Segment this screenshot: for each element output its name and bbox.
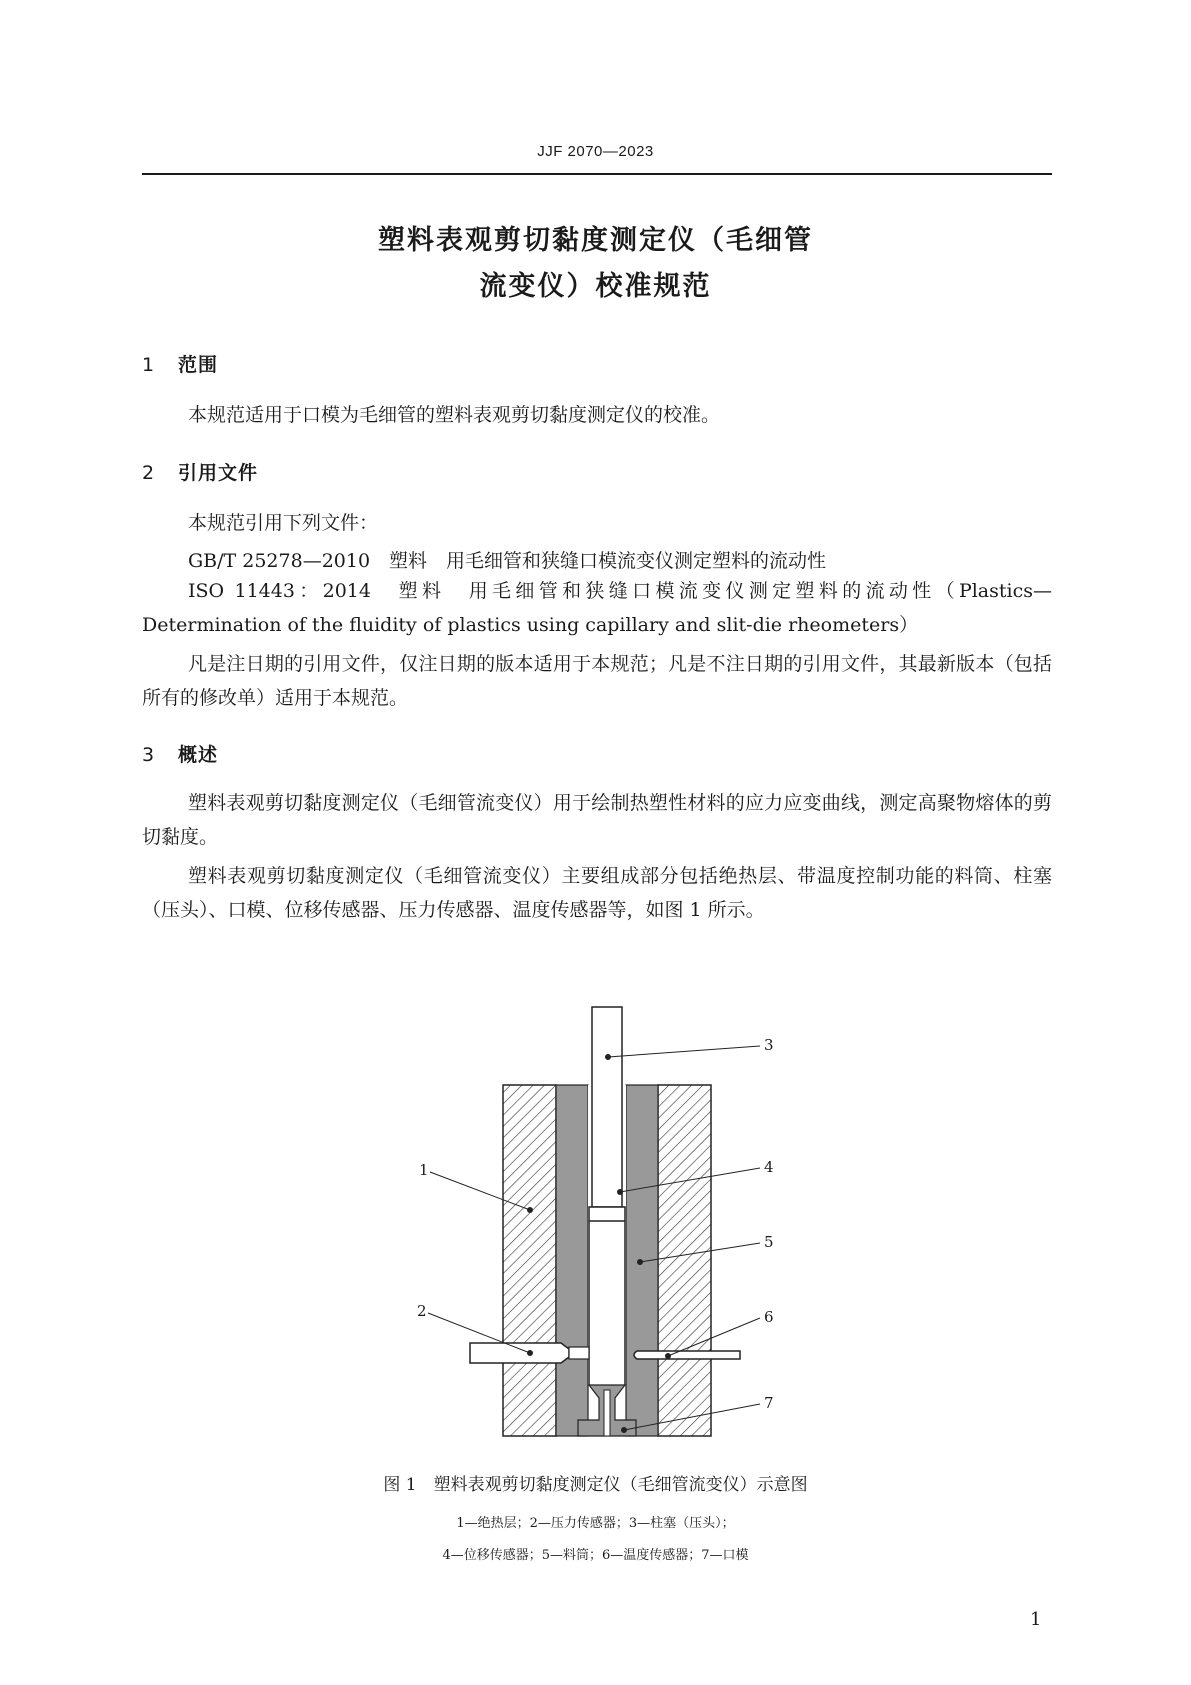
callout-4: 4 (764, 1158, 774, 1176)
callout-5: 5 (764, 1233, 774, 1251)
die-capillary (604, 1390, 610, 1436)
section-1-paragraph: 本规范适用于口模为毛细管的塑料表观剪切黏度测定仪的校准。 (188, 404, 721, 426)
pressure-sensor (470, 1343, 569, 1363)
overview-paragraph-1: 塑料表观剪切黏度测定仪（毛细管流变仪）用于绘制热塑性材料的应力应变曲线，测定高聚物熔体的剪切黏度。 (142, 792, 1052, 848)
section-title: 概述 (178, 744, 219, 766)
document-code: JJF 2070—2023 (537, 143, 654, 160)
barrel-left (556, 1085, 588, 1436)
figure-legend-line-2: 4—位移传感器；5—料筒；6—温度传感器；7—口模 (442, 1548, 749, 1563)
title-line-2: 流变仪）校准规范 (479, 271, 712, 302)
section-title: 引用文件 (178, 462, 259, 484)
reference-item: GB/T 25278—2010 塑料 用毛细管和狭缝口模流变仪测定塑料的流动性 (188, 550, 827, 572)
references-intro: 本规范引用下列文件： (188, 512, 379, 534)
insulation-left (503, 1085, 556, 1436)
references-note: 凡是注日期的引用文件，仅注日期的版本适用于本规范；凡是不注日期的引用文件，其最新版本（包括所有的修改单）适用于本规范。 (142, 653, 1052, 709)
overview-paragraph-2: 塑料表观剪切黏度测定仪（毛细管流变仪）主要组成部分包括绝热层、带温度控制功能的料筒、柱塞（压头）、口模、位移传感器、压力传感器、温度传感器等，如图 1 所示。 (142, 865, 1052, 921)
section-number: 1 (142, 354, 156, 376)
page-number: 1 (1030, 1609, 1042, 1630)
temperature-sensor (634, 1351, 740, 1359)
figure-legend-line-1: 1—绝热层；2—压力传感器；3—柱塞（压头）； (456, 1516, 735, 1531)
section-number: 3 (142, 744, 156, 766)
callout-3: 3 (764, 1036, 774, 1054)
callout-2: 2 (417, 1302, 427, 1320)
plunger-head (589, 1207, 625, 1221)
section-title: 范围 (178, 354, 219, 376)
callout-7: 7 (764, 1394, 774, 1412)
figure-caption: 图 1 塑料表观剪切黏度测定仪（毛细管流变仪）示意图 (383, 1475, 808, 1495)
section-number: 2 (142, 462, 156, 484)
callout-1: 1 (419, 1161, 429, 1179)
title-line-1: 塑料表观剪切黏度测定仪（毛细管 (378, 225, 813, 256)
callout-6: 6 (764, 1308, 774, 1326)
plunger-rod (592, 1007, 622, 1207)
leader-3 (608, 1046, 760, 1057)
insulation-right (658, 1085, 711, 1436)
pressure-sensor-tip (569, 1347, 589, 1359)
reference-item: ISO 11443：2014 塑料 用毛细管和狭缝口模流变仪测定塑料的流动性（Plastics—Determination of the fluidity of plastics using capillary and slit-die rheometers） (142, 580, 1052, 636)
